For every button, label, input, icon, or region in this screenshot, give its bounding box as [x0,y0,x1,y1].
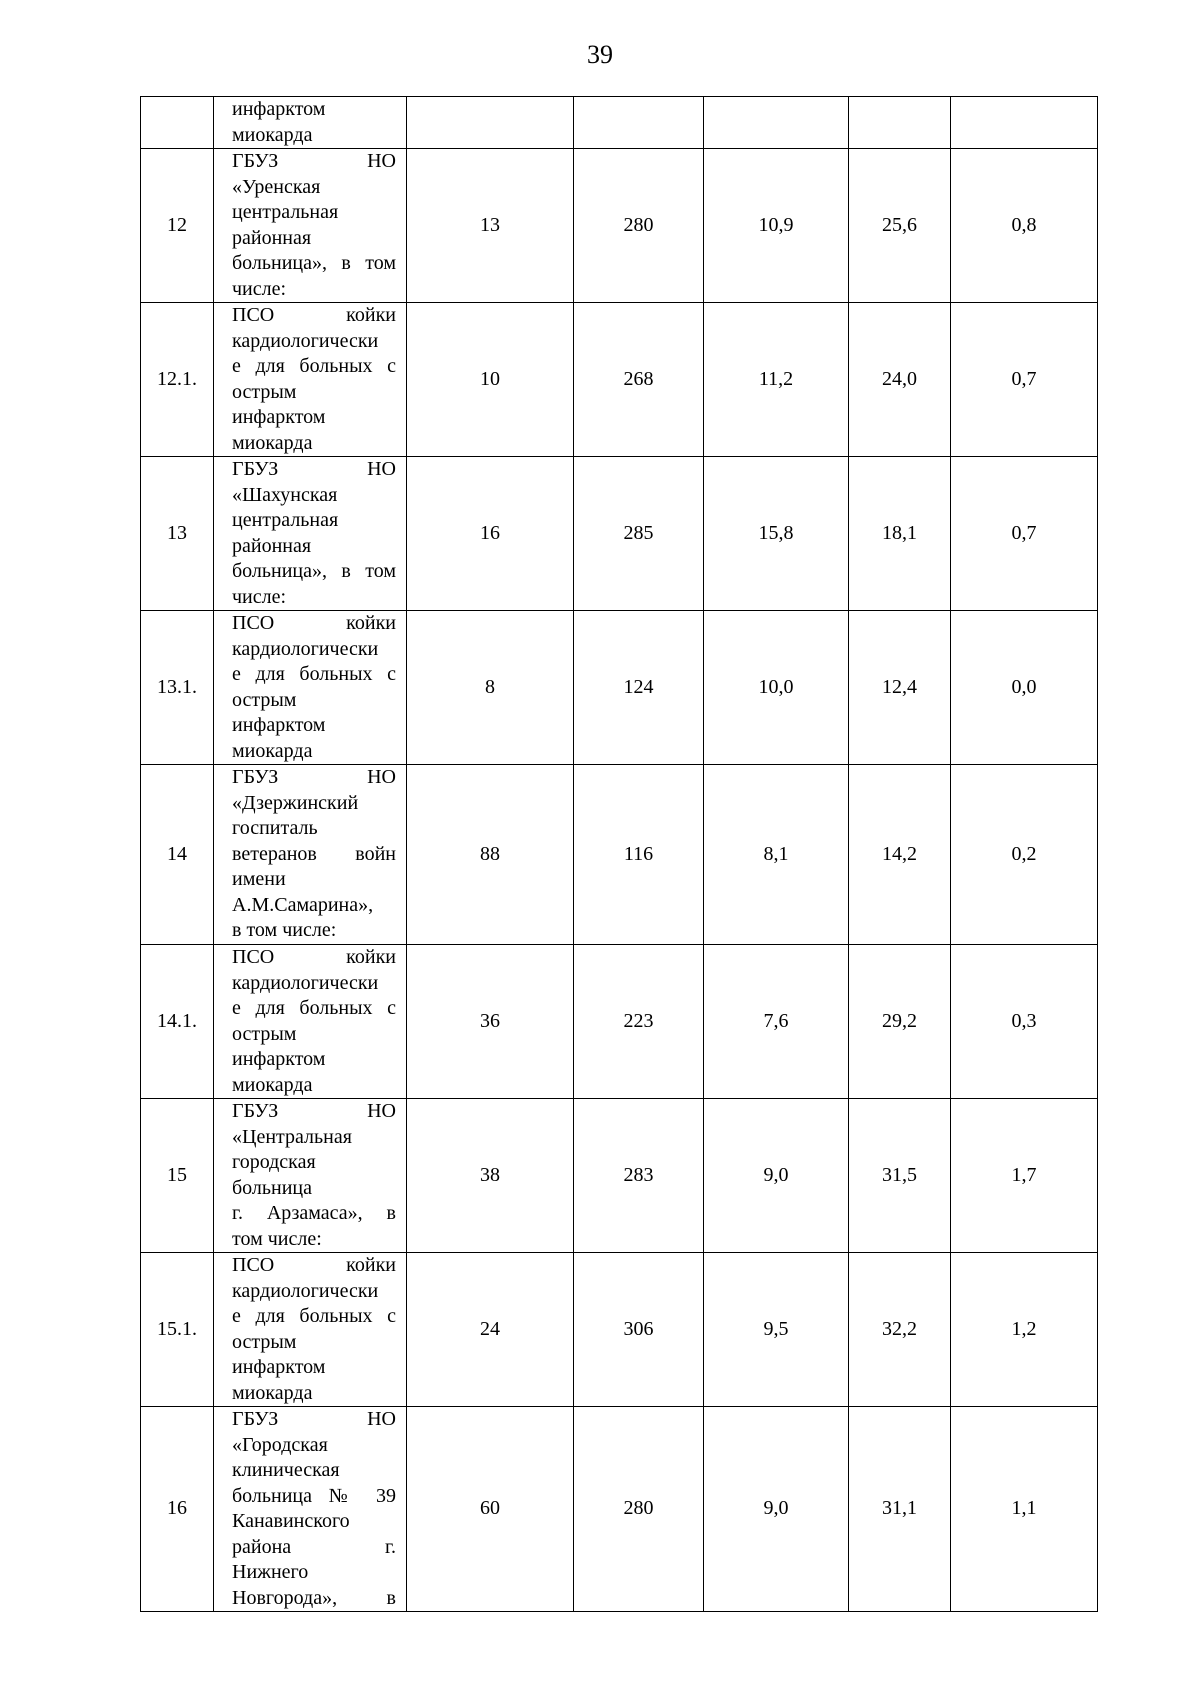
value-cell-2: 268 [574,303,704,457]
value-cell-4: 32,2 [849,1253,951,1407]
name-line: миокарда [232,123,313,146]
table-row [141,611,1098,765]
page-number: 39 [587,40,613,69]
name-line: инфарктом [232,1356,326,1378]
name-line: е для больных с [232,355,396,377]
value-cell-4: 31,5 [849,1099,951,1253]
row-number: 12 [141,149,214,303]
name-line: клиническая [232,1459,340,1481]
institution-name [214,303,407,457]
table-row [141,1099,1098,1253]
name-line: ГБУЗ НО [232,766,396,788]
name-line: миокарда [232,1381,313,1404]
value-cell-4: 31,1 [849,1407,951,1612]
value-cell-5: 1,7 [951,1099,1098,1253]
row-number [141,97,214,149]
row-number: 14.1. [141,945,214,1099]
name-line: кардиологически [232,637,379,660]
name-line: городская [232,1151,316,1173]
name-line: е для больных с [232,663,396,685]
value-cell-1: 36 [407,945,574,1099]
institution-name [214,149,407,303]
value-cell-5: 0,7 [951,457,1098,611]
name-line: ветеранов войн [232,842,396,865]
table-row [141,1253,1098,1407]
name-line: Канавинского [232,1510,350,1532]
name-line: «Шахунская [232,483,338,506]
value-cell-3: 8,1 [704,765,849,945]
name-line: кардиологически [232,971,379,994]
value-cell-5 [951,97,1098,149]
institution-name [214,1099,407,1253]
institution-name [214,611,407,765]
value-cell-4: 25,6 [849,149,951,303]
value-cell-5: 1,2 [951,1253,1098,1407]
name-line: числе: [232,277,287,300]
name-line: е для больных с [232,997,396,1019]
table-row [141,765,1098,945]
name-line: е для больных с [232,1305,396,1327]
value-cell-1: 13 [407,149,574,303]
institution-name [214,1253,407,1407]
value-cell-3: 11,2 [704,303,849,457]
name-line: больница», в том [232,252,396,274]
value-cell-1: 24 [407,1253,574,1407]
value-cell-2: 285 [574,457,704,611]
name-line: «Дзержинский [232,791,359,814]
institution-name [214,457,407,611]
name-line: том числе: [232,1227,322,1250]
data-table [140,96,1098,1612]
name-line: центральная [232,509,339,531]
institution-name [214,945,407,1099]
name-line: больница [232,1176,312,1199]
value-cell-3: 10,0 [704,611,849,765]
name-line: острым [232,1330,297,1353]
value-cell-4: 14,2 [849,765,951,945]
row-number: 12.1. [141,303,214,457]
name-line: ГБУЗ НО [232,458,396,480]
name-line: ПСО койки [232,946,396,968]
value-cell-3: 9,0 [704,1099,849,1253]
value-cell-1: 60 [407,1407,574,1612]
name-line: в том числе: [232,919,337,941]
name-line: миокарда [232,1073,313,1096]
row-number: 13.1. [141,611,214,765]
name-line: ГБУЗ НО [232,150,396,172]
name-line: ПСО койки [232,612,396,634]
value-cell-1: 16 [407,457,574,611]
name-line: района г. [232,1535,396,1558]
institution-name [214,765,407,945]
value-cell-4: 24,0 [849,303,951,457]
name-line: ПСО койки [232,304,396,326]
value-cell-2: 306 [574,1253,704,1407]
value-cell-2 [574,97,704,149]
name-line: «Уренская [232,175,321,198]
name-line: ГБУЗ НО [232,1100,396,1122]
name-line: центральная [232,201,339,223]
value-cell-1: 8 [407,611,574,765]
table-row [141,1407,1098,1612]
table-row [141,303,1098,457]
value-cell-4: 29,2 [849,945,951,1099]
value-cell-2: 124 [574,611,704,765]
name-line: инфарктом [232,98,326,120]
table-row [141,97,1098,149]
name-line: ПСО койки [232,1254,396,1276]
value-cell-2: 280 [574,1407,704,1612]
name-line: кардиологически [232,329,379,352]
row-number: 15 [141,1099,214,1253]
name-line: Новгорода», в [232,1586,396,1609]
value-cell-2: 283 [574,1099,704,1253]
value-cell-3: 7,6 [704,945,849,1099]
name-line: числе: [232,585,287,608]
institution-name [214,1407,407,1612]
value-cell-3: 10,9 [704,149,849,303]
name-line: острым [232,380,297,403]
name-line: миокарда [232,431,313,454]
name-line: кардиологически [232,1279,379,1302]
value-cell-2: 116 [574,765,704,945]
table-body [141,97,1098,1612]
value-cell-5: 1,1 [951,1407,1098,1612]
value-cell-1: 38 [407,1099,574,1253]
name-line: Нижнего [232,1561,309,1583]
value-cell-5: 0,2 [951,765,1098,945]
value-cell-5: 0,0 [951,611,1098,765]
name-line: А.М.Самарина», [232,893,374,916]
value-cell-1: 10 [407,303,574,457]
value-cell-4: 18,1 [849,457,951,611]
value-cell-3: 15,8 [704,457,849,611]
name-line: госпиталь [232,817,318,839]
table-row [141,149,1098,303]
name-line: имени [232,868,286,890]
value-cell-5: 0,7 [951,303,1098,457]
name-line: больница», в том [232,560,396,582]
name-line: районная [232,534,312,557]
name-line: больница № 39 [232,1484,396,1507]
name-line: острым [232,1022,297,1045]
value-cell-1: 88 [407,765,574,945]
value-cell-3: 9,5 [704,1253,849,1407]
name-line: инфарктом [232,406,326,428]
row-number: 16 [141,1407,214,1612]
name-line: ГБУЗ НО [232,1408,396,1430]
name-line: «Городская [232,1433,328,1456]
value-cell-4 [849,97,951,149]
name-line: миокарда [232,739,313,762]
institution-name [214,97,407,149]
row-number: 15.1. [141,1253,214,1407]
name-line: инфарктом [232,714,326,736]
row-number: 13 [141,457,214,611]
value-cell-2: 223 [574,945,704,1099]
value-cell-5: 0,8 [951,149,1098,303]
name-line: г. Арзамаса», в [232,1202,396,1224]
value-cell-3: 9,0 [704,1407,849,1612]
value-cell-2: 280 [574,149,704,303]
row-number: 14 [141,765,214,945]
name-line: «Центральная [232,1125,352,1148]
name-line: районная [232,226,312,249]
name-line: инфарктом [232,1048,326,1070]
value-cell-3 [704,97,849,149]
value-cell-4: 12,4 [849,611,951,765]
name-line: острым [232,688,297,711]
value-cell-5: 0,3 [951,945,1098,1099]
table-row [141,457,1098,611]
table-row [141,945,1098,1099]
value-cell-1 [407,97,574,149]
